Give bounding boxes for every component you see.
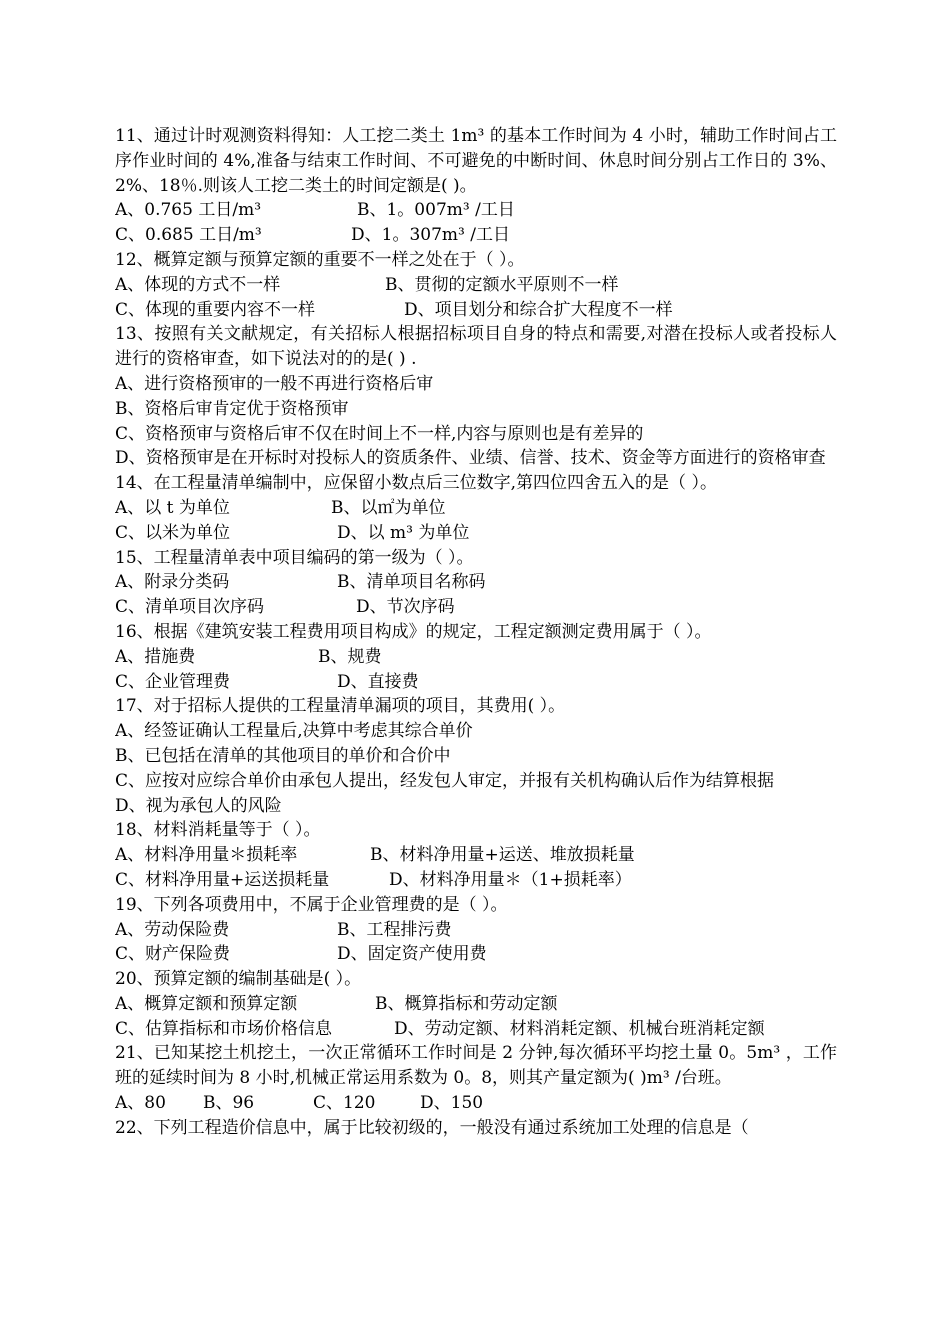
question-18-stem: 18、材料消耗量等于（ ）。 <box>115 820 321 841</box>
option-a: A、0.765 工日/m³ <box>115 200 262 221</box>
option-c: C、资格预审与资格后审不仅在时间上不一样,内容与原则也是有差异的 <box>115 423 644 444</box>
question-18-options-row1 <box>115 843 837 868</box>
option-a: A、经签证确认工程量后,决算中考虑其综合单价 <box>115 721 473 742</box>
question-list <box>115 124 837 1141</box>
option-c: C、财产保险费 <box>115 944 231 965</box>
question-12-options-row1 <box>115 273 837 298</box>
option-d: D、视为承包人的风险 <box>115 795 282 816</box>
option-c: C、120 <box>313 1093 376 1114</box>
question-11-options-row2 <box>115 223 837 248</box>
question-16-options-row2 <box>115 670 837 695</box>
option-a: A、概算定额和预算定额 <box>115 993 298 1014</box>
question-15-options-row1 <box>115 570 837 595</box>
option-d: D、以 m³ 为单位 <box>337 522 470 543</box>
question-12-options-row2 <box>115 298 837 323</box>
option-a: A、80 <box>115 1093 166 1114</box>
option-a: A、措施费 <box>115 646 196 667</box>
option-b: B、工程排污费 <box>337 919 452 940</box>
option-c: C、以米为单位 <box>115 522 231 543</box>
option-b: B、已包括在清单的其他项目的单价和合价中 <box>115 745 451 766</box>
option-d: D、资格预审是在开标时对投标人的资质条件、业绩、信誉、技术、资金等方面进行的资格审查 <box>115 448 826 469</box>
option-d: D、1。307m³ /工日 <box>351 225 510 246</box>
option-d: D、材料净用量＊（1+损耗率） <box>389 869 632 890</box>
question-19-options-row2 <box>115 942 837 967</box>
option-b: B、96 <box>203 1093 255 1114</box>
option-d: D、项目划分和综合扩大程度不一样 <box>404 299 673 320</box>
option-b: B、清单项目名称码 <box>337 572 486 593</box>
option-c: C、估算指标和市场价格信息 <box>115 1018 333 1039</box>
option-b: B、资格后审肯定优于资格预审 <box>115 398 349 419</box>
option-c: C、应按对应综合单价由承包人提出，经发包人审定，并报有关机构确认后作为结算根据 <box>115 770 775 791</box>
question-19-options-row1 <box>115 918 837 943</box>
question-22-stem: 22、下列工程造价信息中，属于比较初级的，一般没有通过系统加工处理的信息是（ <box>115 1117 749 1138</box>
question-15-options-row2 <box>115 595 837 620</box>
question-12-stem: 12、概算定额与预算定额的重要不一样之处在于（ ）。 <box>115 249 525 270</box>
option-c: C、材料净用量+运送损耗量 <box>115 869 330 890</box>
question-20-stem: 20、预算定额的编制基础是( ）。 <box>115 969 362 990</box>
option-b: B、1。007m³ /工日 <box>357 200 515 221</box>
option-c: C、企业管理费 <box>115 671 231 692</box>
question-15-stem: 15、工程量清单表中项目编码的第一级为（ ）。 <box>115 547 474 568</box>
option-d: D、直接费 <box>337 671 419 692</box>
question-19-stem: 19、下列各项费用中，不属于企业管理费的是（ ）。 <box>115 894 508 915</box>
question-16-stem: 16、根据《建筑安装工程费用项目构成》的规定，工程定额测定费用属于（ ）。 <box>115 621 712 642</box>
option-d: D、劳动定额、材料消耗定额、机械台班消耗定额 <box>394 1018 765 1039</box>
option-a: A、体现的方式不一样 <box>115 274 281 295</box>
option-c: C、0.685 工日/m³ <box>115 225 262 246</box>
question-18-options-row2 <box>115 868 837 893</box>
question-14-stem: 14、在工程量清单编制中，应保留小数点后三位数字,第四位四舍五入的是（ ）。 <box>115 473 717 494</box>
option-b: B、材料净用量+运送、堆放损耗量 <box>370 845 635 866</box>
option-a: A、以 t 为单位 <box>115 497 230 518</box>
option-b: B、贯彻的定额水平原则不一样 <box>385 274 619 295</box>
question-11-options-row1 <box>115 198 837 223</box>
question-20-options-row2 <box>115 1017 837 1042</box>
question-14-options-row2 <box>115 521 837 546</box>
question-21-options-row <box>115 1091 837 1116</box>
question-20-options-row1 <box>115 992 837 1017</box>
option-b: B、规费 <box>318 646 382 667</box>
option-b: B、以㎡为单位 <box>331 497 446 518</box>
question-17-stem: 17、对于招标人提供的工程量清单漏项的项目，其费用( ）。 <box>115 696 566 717</box>
option-d: D、固定资产使用费 <box>337 944 487 965</box>
option-d: D、节次序码 <box>356 597 455 618</box>
option-c: C、体现的重要内容不一样 <box>115 299 316 320</box>
option-a: A、劳动保险费 <box>115 919 230 940</box>
option-a: A、附录分类码 <box>115 572 230 593</box>
question-14-options-row1 <box>115 496 837 521</box>
option-a: A、材料净用量＊损耗率 <box>115 845 298 866</box>
option-b: B、概算指标和劳动定额 <box>375 993 558 1014</box>
option-a: A、进行资格预审的一般不再进行资格后审 <box>115 373 434 394</box>
option-d: D、150 <box>420 1093 484 1114</box>
question-13-stem: 13、按照有关文献规定，有关招标人根据招标项目自身的特点和需要,对潜在投标人或者投标人进行的资格审查，如下说法对的的是( ) . <box>115 324 837 370</box>
question-16-options-row1 <box>115 645 837 670</box>
question-11-stem: 11、通过计时观测资料得知：人工挖二类土 1m³ 的基本工作时间为 4 小时，辅助工作时间占工序作业时间的 4%,准备与结束工作时间、不可避免的中断时间、休息时间分别占工作日的 3%、2%、18％.则该人工挖二类土的时间定额是( )。 <box>115 126 837 196</box>
option-c: C、清单项目次序码 <box>115 597 265 618</box>
question-21-stem: 21、已知某挖土机挖土，一次正常循环工作时间是 2 分钟,每次循环平均挖土量 0。5m³ ，工作班的延续时间为 8 小时,机械正常运用系数为 0。8，则其产量定额为( )m³ /台班。 <box>115 1043 837 1089</box>
